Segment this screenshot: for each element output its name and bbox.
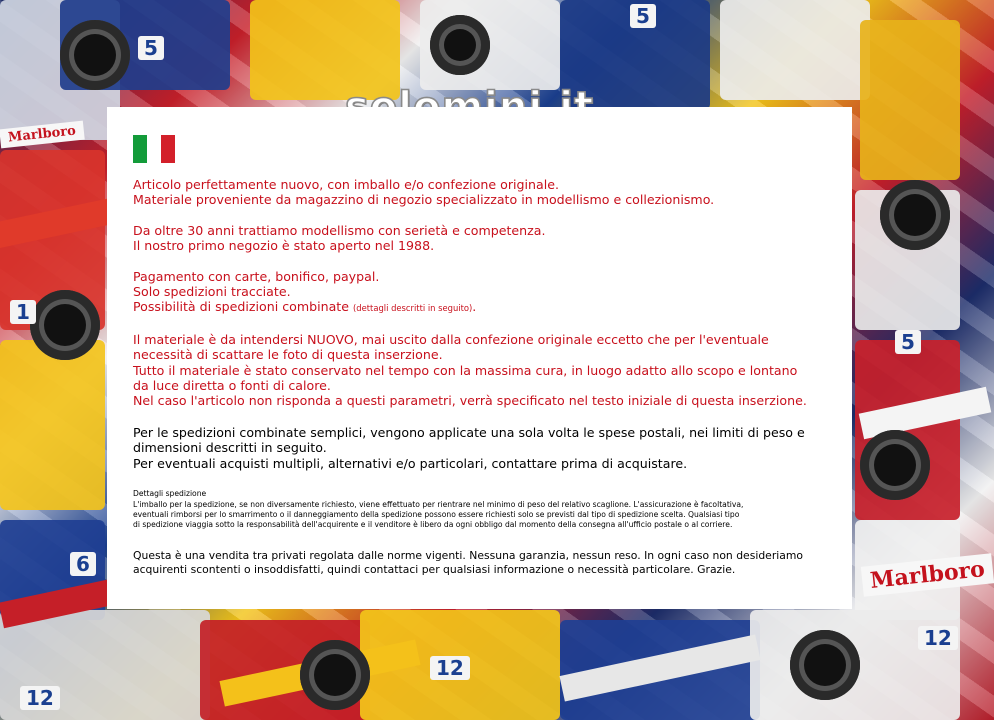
history-line: Il nostro primo negozio è stato aperto nel 1988.	[133, 238, 435, 254]
car-number: 12	[918, 626, 958, 650]
combined-shipping-text: Possibilità di spedizioni combinate	[133, 299, 349, 315]
italian-flag-icon	[133, 135, 175, 163]
marlboro-logo: Marlboro	[861, 553, 994, 597]
listing-description-panel	[107, 107, 852, 609]
history-line: Da oltre 30 anni trattiamo modellismo con serietà e competenza.	[133, 222, 546, 238]
combined-shipping-line	[133, 299, 826, 316]
car-number: 6	[70, 552, 96, 576]
condition-line: da luce diretta o fonti di calore.	[133, 378, 331, 394]
condition-line: Tutto il materiale è stato conservato nel tempo con la massima cura, in luogo adatto allo scopo e lontano	[133, 362, 798, 378]
condition-line: Nel caso l'articolo non risponda a questi parametri, verrà specificato nel testo iniziale di questa inserzione.	[133, 393, 807, 409]
condition-line: necessità di scattare le foto di questa inserzione.	[133, 347, 443, 363]
shipping-line: Per eventuali acquisti multipli, alternativi e/o particolari, contattare prima di acquistare.	[133, 455, 688, 471]
payment-line: Pagamento con carte, bonifico, paypal.	[133, 268, 380, 284]
payment-line: Solo spedizioni tracciate.	[133, 284, 291, 300]
closing-line: acquirenti scontenti o insoddisfatti, quindi contattaci per qualsiasi informazione o necessità particolare. Grazie.	[133, 562, 736, 576]
shipping-line: dimensioni descritti in seguito.	[133, 440, 327, 456]
car-number: 12	[430, 656, 470, 680]
car-number: 1	[10, 300, 36, 324]
intro-line: Articolo perfettamente nuovo, con imballo e/o confezione originale.	[133, 177, 559, 192]
shipping-details-title: Dettagli spedizione	[133, 489, 207, 499]
shipping-details-line: L'imballo per la spedizione, se non diversamente richiesto, viene effettuato per rientrare nel minimo di peso del relativo scaglione. L'assicurazione è facoltativa,	[133, 499, 744, 509]
combined-shipping-note: (dettagli descritti in seguito)	[353, 303, 473, 314]
shipping-details-line: di spedizione viaggia sotto la responsabilità dell'acquirente e il venditore è libero da ogni obbligo dal momento della consegna all'ufficio postale o al corriere.	[133, 520, 733, 530]
car-number: 5	[630, 4, 656, 28]
combined-shipping-period: .	[472, 299, 477, 315]
intro-line: Materiale proveniente da magazzino di negozio specializzato in modellismo e collezionismo.	[133, 192, 715, 208]
shipping-details-line: eventuali rimborsi per lo smarrimento o il danneggiamento della spedizione possono essere richiesti solo se previsti dal tipo di spedizione scelta. Qualsiasi tipo	[133, 509, 740, 519]
shipping-line: Per le spedizioni combinate semplici, vengono applicate una sola volta le spese postali, nei limiti di peso e	[133, 424, 805, 440]
closing-line: Questa è una vendita tra privati regolata dalle norme vigenti. Nessuna garanzia, nessun reso. In ogni caso non desideriamo	[133, 548, 804, 562]
marlboro-logo: Marlboro	[0, 121, 85, 149]
car-number: 12	[20, 686, 60, 710]
condition-line: Il materiale è da intendersi NUOVO, mai uscito dalla confezione originale eccetto che per l'eventuale	[133, 331, 769, 347]
car-number: 5	[138, 36, 164, 60]
car-number: 5	[895, 330, 921, 354]
